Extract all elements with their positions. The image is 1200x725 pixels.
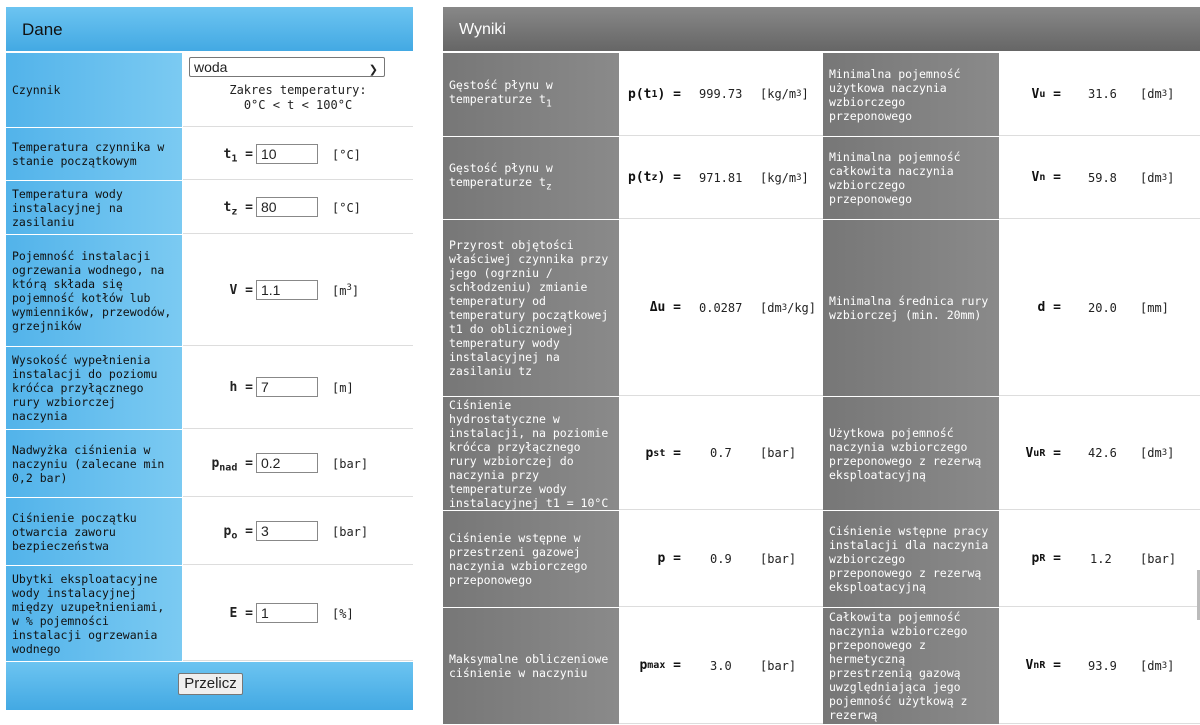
przelicz-button[interactable]: Przelicz: [178, 673, 243, 695]
vnr-value: 93.9: [1088, 658, 1117, 673]
d-unit: [mm]: [1140, 300, 1169, 315]
h-symbol: h =: [229, 380, 253, 395]
pnad-symbol: $p_{nad}$ =: [211, 456, 253, 474]
pr-unit: [bar]: [1140, 551, 1177, 566]
p-symbol: p =: [657, 551, 681, 566]
h-input[interactable]: 7: [256, 377, 318, 397]
h-unit: [m]: [332, 381, 354, 395]
vnr-unit: [dm 3 ]: [1140, 658, 1175, 673]
pr-value: 1.2: [1090, 551, 1112, 566]
po-unit: [bar]: [332, 525, 369, 539]
pst-label: Ciśnienie hydrostatyczne w instalacji, na poziomie króćca przyłącznego rury wzbiorczej do naczynia przy temperaturze wody instalacyjnej t1 = 10°C: [443, 397, 619, 510]
d-label: Minimalna średnica rury wzbiorczej (min. 20mm): [823, 220, 999, 396]
pnad-row: [6, 430, 413, 498]
dane-panel: [6, 7, 413, 710]
e-row: [6, 566, 413, 662]
e-unit: [%]: [332, 607, 354, 621]
vnr-symbol: V nR =: [1025, 658, 1061, 673]
v-input[interactable]: 1.1: [256, 280, 318, 300]
p-unit: [bar]: [760, 551, 797, 566]
v-row: [6, 235, 413, 347]
vu-label: Minimalna pojemność użytkowa naczynia wzbiorczego przeponowego: [823, 53, 999, 136]
chevron-down-icon: ❯: [368, 64, 378, 76]
delta-u-symbol: Δu =: [649, 300, 681, 315]
result-row: [443, 53, 1200, 137]
d-symbol: d =: [1037, 300, 1061, 315]
h-row: [6, 347, 413, 430]
delta-u-value: 0.0287: [699, 300, 743, 315]
density-t1-unit: [kg/m 3 ]: [760, 87, 809, 101]
wyniki-title: Wyniki: [443, 7, 1200, 52]
density-tz-unit: [kg/m 3 ]: [760, 170, 809, 185]
po-label: Ciśnienie początku otwarcia zaworu bezpieczeństwa: [6, 498, 183, 565]
tz-label: Temperatura wody instalacyjnej na zasilaniu: [6, 181, 183, 234]
pmax-unit: [bar]: [760, 658, 797, 673]
e-input[interactable]: 1: [256, 603, 318, 623]
delta-u-unit: [dm 3 /kg]: [760, 300, 817, 315]
v-symbol: V =: [229, 283, 253, 298]
density-t1-label: Gęstość płynu w temperaturze $t_1$: [443, 53, 619, 136]
czynnik-select[interactable]: [189, 57, 385, 77]
t1-row: [6, 128, 413, 181]
temperature-range: Zakres temperatury: 0°C < t < 100°C: [229, 83, 367, 112]
pst-value: 0.7: [710, 446, 732, 460]
e-label: Ubytki eksploatacyjne wody instalacyjnej między uzupełnieniami, w % pojemności instalacji ogrzewania wodnego: [6, 566, 183, 661]
tz-unit: [°C]: [332, 201, 361, 215]
czynnik-label: Czynnik: [6, 53, 183, 127]
v-label: Pojemność instalacji ogrzewania wodnego, na którą składa się pojemność kotłów lub wymienników, przewodów, grzejników: [6, 235, 183, 346]
vn-symbol: V n =: [1031, 170, 1061, 185]
density-tz-symbol: p(t z ) =: [628, 170, 681, 185]
pst-unit: [bar]: [760, 446, 797, 460]
czynnik-selected: woda: [194, 59, 228, 75]
vn-value: 59.8: [1088, 170, 1117, 185]
po-row: [6, 498, 413, 566]
vur-unit: [dm 3 ]: [1140, 446, 1175, 460]
t1-symbol: $t_1$ =: [223, 147, 253, 165]
delta-u-label: Przyrost objętości właściwej czynnika przy jego (ogrzniu / schłodzeniu) zmianie temperatury od temperatury początkowej t1 do obliczniowej temperatury wody instalacyjnej na zasilaniu tz: [443, 220, 619, 396]
p-label: Ciśnienie wstępne w przestrzeni gazowej naczynia wzbiorczego przeponowego: [443, 511, 619, 607]
density-tz-value: 971.81: [699, 170, 743, 185]
density-t1-value: 999.73: [699, 87, 743, 101]
vu-symbol: V u =: [1031, 86, 1061, 102]
pnad-label: Nadwyżka ciśnienia w naczyniu (zalecane min 0,2 bar): [6, 430, 183, 497]
pr-label: Ciśnienie wstępne pracy instalacji dla naczynia wzbiorczego przeponowego z rezerwą eksploatacyjną: [823, 511, 999, 607]
h-label: Wysokość wypełnienia instalacji do poziomu króćca przyłącznego rury wzbiorczej naczynia: [6, 347, 183, 429]
vu-value: 31.6: [1088, 87, 1117, 101]
czynnik-row: [6, 53, 413, 128]
result-row: [443, 397, 1200, 511]
pmax-label: Maksymalne obliczeniowe ciśnienie w naczyniu: [443, 608, 619, 724]
v-unit: $[m^3]$: [332, 283, 360, 298]
tz-symbol: $t_z$ =: [223, 200, 253, 218]
vur-symbol: V uR =: [1025, 445, 1061, 461]
result-row: [443, 608, 1200, 725]
pmax-symbol: p max =: [639, 658, 681, 673]
result-row: [443, 511, 1200, 608]
tz-row: [6, 181, 413, 235]
po-input[interactable]: 3: [256, 521, 318, 541]
t1-input[interactable]: 10: [256, 144, 318, 164]
vn-unit: [dm 3 ]: [1140, 170, 1175, 185]
pr-symbol: p R =: [1031, 551, 1061, 566]
po-symbol: $p_o$ =: [223, 524, 253, 542]
pmax-value: 3.0: [710, 658, 732, 673]
vnr-label: Całkowita pojemność naczynia wzbiorczego przeponowego z hermetyczną przestrzenią gazową uwzględniająca jego pojemność użytkową z rezerwą: [823, 608, 999, 724]
dane-footer: [6, 662, 413, 710]
result-row: [443, 220, 1200, 397]
vu-unit: [dm 3 ]: [1140, 87, 1175, 101]
vur-label: Użytkowa pojemność naczynia wzbiorczego przeponowego z rezerwą eksploatacyjną: [823, 397, 999, 510]
wyniki-panel: [443, 7, 1200, 725]
d-value: 20.0: [1088, 300, 1117, 315]
t1-unit: [°C]: [332, 148, 361, 162]
pnad-unit: [bar]: [332, 457, 369, 471]
pnad-input[interactable]: 0.2: [256, 453, 318, 473]
t1-label: Temperatura czynnika w stanie początkowym: [6, 128, 183, 180]
vn-label: Minimalna pojemność całkowita naczynia wzbiorczego przeponowego: [823, 137, 999, 219]
density-tz-label: Gęstość płynu w temperaturze $t_z$: [443, 137, 619, 219]
p-value: 0.9: [710, 551, 732, 566]
dane-title: Dane: [6, 7, 413, 52]
tz-input[interactable]: 80: [256, 197, 318, 217]
e-symbol: E =: [229, 606, 253, 621]
vur-value: 42.6: [1088, 446, 1117, 460]
result-row: [443, 137, 1200, 220]
pst-symbol: p st =: [645, 445, 681, 461]
density-t1-symbol: p(t 1 ) =: [628, 86, 681, 102]
